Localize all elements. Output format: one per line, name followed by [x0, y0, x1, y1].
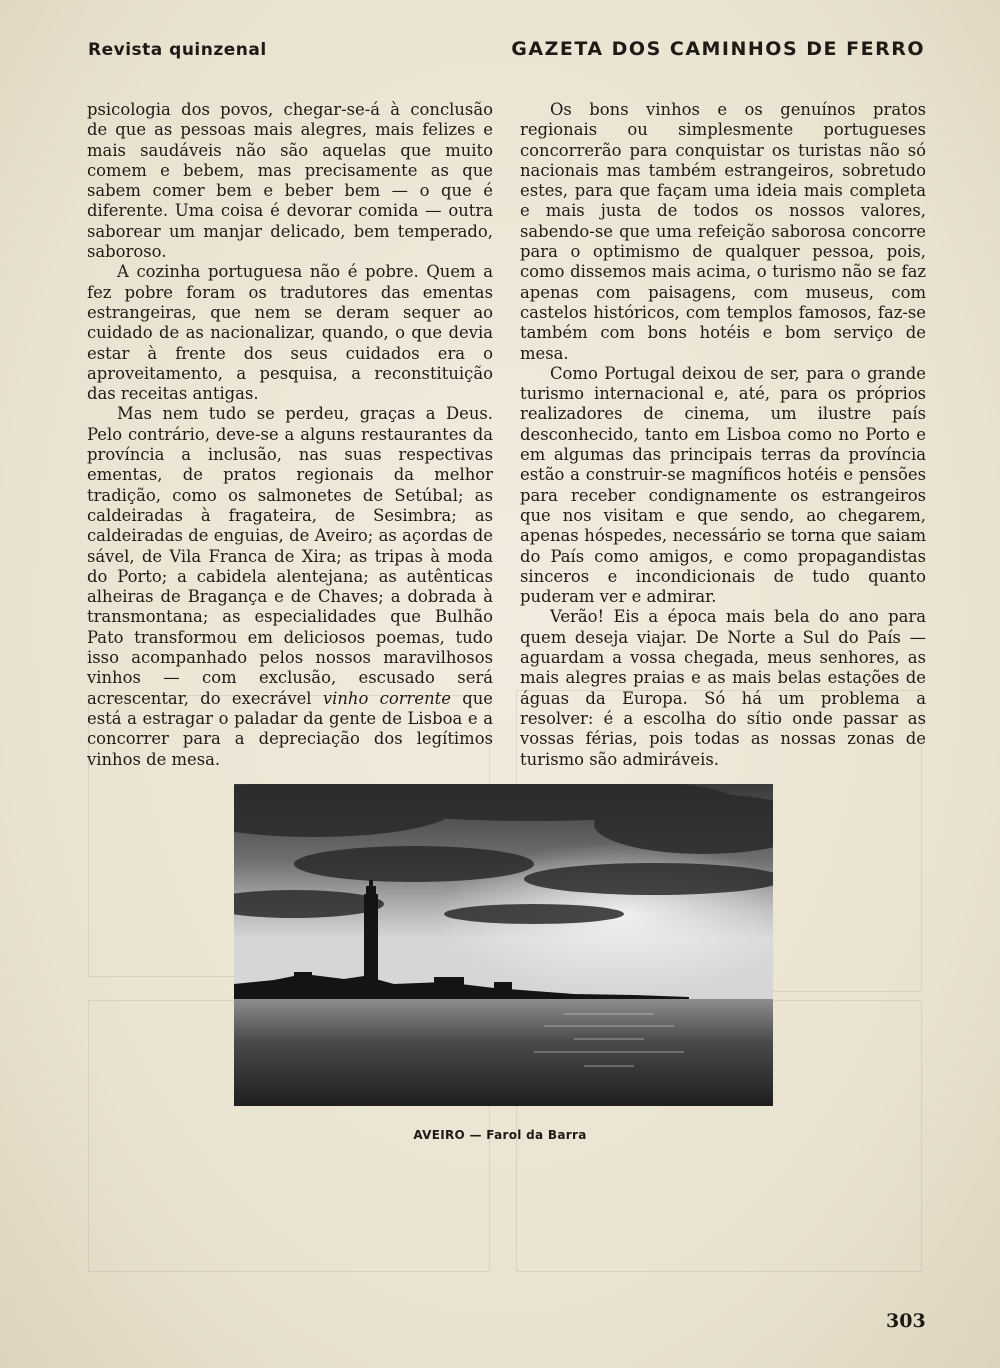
paragraph: Como Portugal deixou de ser, para o grande turismo internacional e, até, para os próprios realizadores de cinema, um ilustre país desconhecido, tanto em Lisboa como no Porto e em algumas das principais terras da província estão a construir-se magníficos hotéis e pensões para receber condignamente os estrangeiros que nos visitam e que sendo, ao chegarem, apenas hóspedes, necessário se torna que saiam do País como amigos, e como propagandistas sinceros e incondicionais de tudo quanto puderam ver e admirar. — [520, 363, 926, 607]
paragraph-text: que está a estragar o paladar da gente de Lisboa e a concorrer para a depreciação dos legítimos vinhos de mesa. — [87, 688, 493, 769]
header-publication-title: GAZETA DOS CAMINHOS DE FERRO — [511, 38, 925, 60]
lighthouse-photo — [234, 784, 773, 1106]
paragraph: psicologia dos povos, chegar-se-á à conclusão de que as pessoas mais alegres, mais felizes e mais saudáveis não são aquelas que muito comem e bebem, mas precisamente as que sabem comer bem e beber bem — o que é diferente. Uma coisa é devorar comida — outra saborear um manjar delicado, bem temperado, saboroso. — [87, 100, 493, 262]
right-text-column — [520, 100, 926, 770]
paragraph: Verão! Eis a época mais bela do ano para quem deseja viajar. De Norte a Sul do País — aguardam a vossa chegada, meus senhores, as mais alegres praias e as mais belas estações de águas da Europa. Só há um problema a resolver: é a escolha do sítio onde passar as vossas férias, pois todas as nossas zonas de turismo são admiráveis. — [520, 607, 926, 769]
page-number: 303 — [886, 1310, 926, 1332]
photo-illustration — [234, 784, 773, 1106]
paragraph — [87, 404, 493, 769]
paragraph: Os bons vinhos e os genuínos pratos regionais ou simplesmente portugueses concorrerão para conquistar os turistas não só nacionais mas também estrangeiros, sobretudo estes, para que façam uma ideia mais completa e mais justa de todos os nossos valores, sabendo-se que uma refeição saborosa concorre para o optimismo de qualquer pessoa, pois, como dissemos mais acima, o turismo não se faz apenas com paisagens, com museus, com castelos históricos, com templos famosos, faz-se também com bons hotéis e bom serviço de mesa. — [520, 100, 926, 363]
header-publication-frequency: Revista quinzenal — [88, 40, 267, 60]
paragraph: A cozinha portuguesa não é pobre. Quem a fez pobre foram os tradutores das ementas estrangeiras, que nem se deram sequer ao cuidado de as nacionalizar, quando, o que devia estar à frente dos seus cuidados era o aproveitamento, a pesquisa, a reconstituição das receitas antigas. — [87, 262, 493, 404]
left-text-column — [87, 100, 493, 770]
paragraph-text: Mas nem tudo se perdeu, graças a Deus. Pelo contrário, deve-se a alguns restaurantes da província a inclusão, nas suas respectivas ementas, de pratos regionais da melhor tradição, como os salmonetes de Setúbal; as caldeiradas à fragateira, de Sesimbra; as caldeiradas de enguias, de Aveiro; as açordas de sável, de Vila Franca de Xira; as tripas à moda do Porto; a cabidela alentejana; as autênticas alheiras de Bragança e de Chaves; a dobrada à transmontana; as especialidades que Bulhão Pato transformou em deliciosos poemas, tudo isso acompanhado pelos nossos maravilhosos vinhos — com exclusão, escusado será acrescentar, do execrável — [87, 404, 493, 708]
photo-caption: AVEIRO — Farol da Barra — [413, 1128, 587, 1142]
emphasized-text: vinho corrente — [322, 688, 451, 708]
